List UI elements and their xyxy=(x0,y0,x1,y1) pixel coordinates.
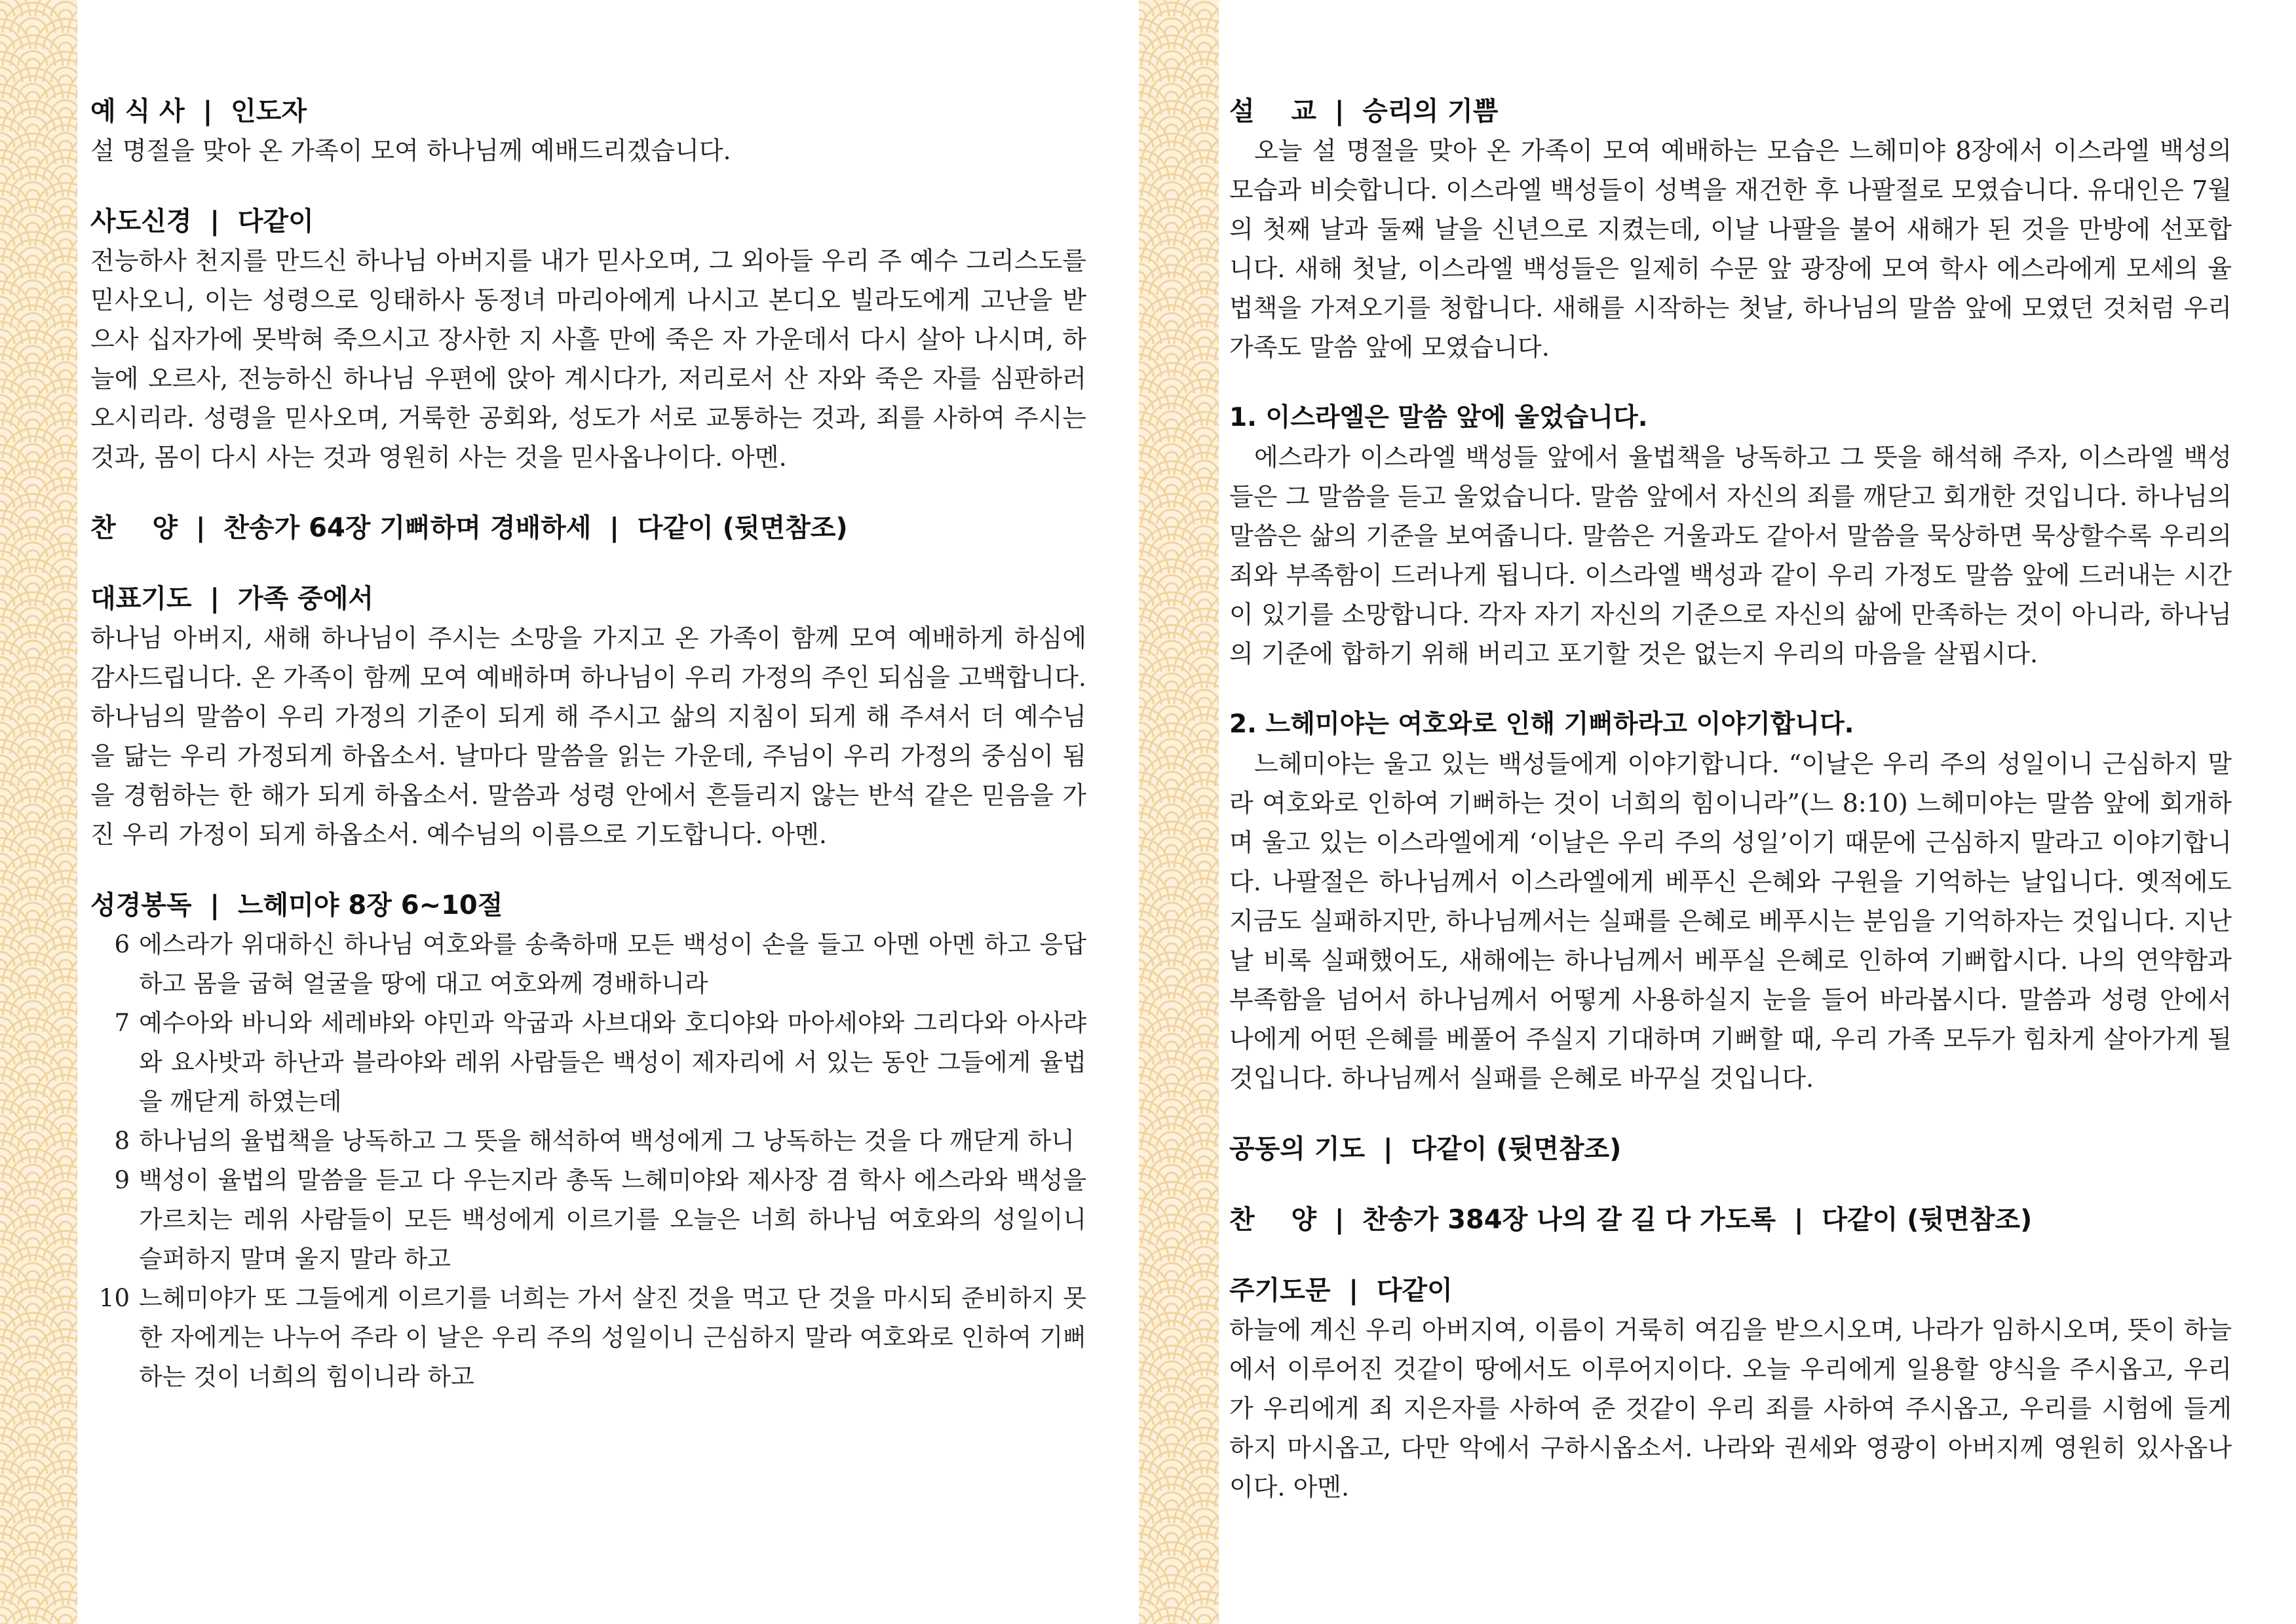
hymn-section xyxy=(90,508,1086,548)
reading-heading: 성경봉독 | 느헤미야 8장 6~10절 xyxy=(90,890,503,920)
opening-heading: 예 식 사 | 인도자 xyxy=(90,96,307,126)
verse-text: 에스라가 위대하신 하나님 여호와를 송축하매 모든 백성이 손을 들고 아멘 아멘 하고 응답하고 몸을 굽혀 얼굴을 땅에 대고 여호와께 경배하니라 xyxy=(139,930,1086,998)
sermon-point-2-text: 느헤미야는 울고 있는 백성들에게 이야기합니다. “이날은 우리 주의 성일이니 근심하지 말라 여호와로 인하여 기뻐하는 것이 너희의 힘이니라”(느 8:10) 느헤미야는 말씀 앞에 회개하며 울고 있는 이스라엘에게 ‘이날은 우리 주의 성일’이기 때문에 근심하지 말라고 이야기합니다. 나팔절은 하나님께서 이스라엘에게 베푸신 은혜와 구원을 기억하는 날입니다. 옛적에도 지금도 실패하지만, 하나님께서는 실패를 은혜로 베푸시는 분임을 기억하자는 것입니다. 지난날 비록 실패했어도, 새해에는 하나님께서 베푸실 은혜로 인하여 기뻐합시다. 나의 연약함과 부족함을 넘어서 하나님께서 어떻게 사용하실지 눈을 들어 바라봅시다. 말씀과 성령 안에서 나에게 어떤 은혜를 베풀어 주실지 기대하며 기뻐할 때, 우리 가족 모두가 힘차게 살아가게 될 것입니다. 하나님께서 실패를 은혜로 바꾸실 것입니다. xyxy=(1229,749,2232,1093)
verse-text: 하나님의 율법책을 낭독하고 그 뜻을 해석하여 백성에게 그 낭독하는 것을 다 깨닫게 하니 xyxy=(139,1127,1075,1155)
verse-8 xyxy=(90,1122,1086,1161)
lords-prayer-text: 하늘에 계신 우리 아버지여, 이름이 거룩히 여김을 받으시오며, 나라가 임하시오며, 뜻이 하늘에서 이루어진 것같이 땅에서도 이루어지이다. 오늘 우리에게 일용할 양식을 주시옵고, 우리가 우리에게 죄 지은자를 사하여 준 것같이 우리 죄를 사하여 주시옵고, 우리를 시험에 들게 하지 마시옵고, 다만 악에서 구하시옵소서. 나라와 권세와 영광이 아버지께 영원히 있사옵나이다. 아멘. xyxy=(1229,1315,2232,1501)
common-prayer-heading: 공동의 기도 | 다같이 (뒷면참조) xyxy=(1229,1134,1622,1164)
prayer-section xyxy=(90,579,1086,854)
verse-10 xyxy=(90,1279,1086,1397)
sermon-point-2-title: 2. 느헤미야는 여호와로 인해 기뻐하라고 이야기합니다. xyxy=(1229,709,1854,739)
sermon-point-1-title: 1. 이스라엘은 말씀 앞에 울었습니다. xyxy=(1229,403,1648,432)
reading-section xyxy=(90,886,1086,1397)
hymn-heading: 찬 양 | 찬송가 64장 기뻐하며 경배하세 | 다같이 (뒷면참조) xyxy=(90,513,848,543)
verse-9 xyxy=(90,1161,1086,1279)
decorative-wave-border-left xyxy=(0,0,77,1624)
prayer-text: 하나님 아버지, 새해 하나님이 주시는 소망을 가지고 온 가족이 함께 모여 예배하게 하심에 감사드립니다. 온 가족이 함께 모여 예배하며 하나님이 우리 가정의 주인 되심을 고백합니다. 하나님의 말씀이 우리 가정의 기준이 되게 해 주시고 삶의 지침이 되게 해 주셔서 더 예수님을 닮는 우리 가정되게 하옵소서. 날마다 말씀을 읽는 가운데, 주님이 우리 가정의 중심이 됨을 경험하는 한 해가 되게 하옵소서. 말씀과 성령 안에서 흔들리지 않는 반석 같은 믿음을 가진 우리 가정이 되게 하옵소서. 예수님의 이름으로 기도합니다. 아멘. xyxy=(90,624,1086,849)
lords-prayer-heading: 주기도문 | 다같이 xyxy=(1229,1275,1453,1306)
sermon-point-2 xyxy=(1229,705,2232,1098)
sermon-point-1-text: 에스라가 이스라엘 백성들 앞에서 율법책을 낭독하고 그 뜻을 해석해 주자, 이스라엘 백성들은 그 말씀을 듣고 울었습니다. 말씀 앞에서 자신의 죄를 깨닫고 회개한 것입니다. 하나님의 말씀은 삶의 기준을 보여줍니다. 말씀은 거울과도 같아서 말씀을 묵상하면 묵상할수록 우리의 죄와 부족함이 드러나게 됩니다. 이스라엘 백성과 같이 우리 가정도 말씀 앞에 드러내는 시간이 있기를 소망합니다. 각자 자기 자신의 기준으로 자신의 삶에 만족하는 것이 아니라, 하나님의 기준에 합하기 위해 버리고 포기할 것은 없는지 우리의 마음을 살핍시다. xyxy=(1229,443,2232,668)
lords-prayer-section xyxy=(1229,1271,2232,1507)
verse-number: 10 xyxy=(98,1284,130,1312)
right-column xyxy=(1229,92,2232,1538)
sermon-point-1 xyxy=(1229,398,2232,673)
decorative-wave-border-center xyxy=(1139,0,1219,1624)
verse-7 xyxy=(90,1004,1086,1122)
verse-6 xyxy=(90,925,1086,1004)
verse-text: 예수아와 바니와 세레뱌와 야민과 악굽과 사브대와 호디야와 마아세야와 그리다와 아사랴와 요사밧과 하난과 블라야와 레위 사람들은 백성이 제자리에 서 있는 동안 그들에게 율법을 깨닫게 하였는데 xyxy=(139,1009,1086,1116)
sermon-heading: 설 교 | 승리의 기쁨 xyxy=(1229,96,1499,126)
opening-text: 설 명절을 맞아 온 가족이 모여 하나님께 예배드리겠습니다. xyxy=(90,136,731,165)
left-column xyxy=(90,92,1086,1428)
sermon-section xyxy=(1229,92,2232,367)
creed-text: 전능하사 천지를 만드신 하나님 아버지를 내가 믿사오며, 그 외아들 우리 주 예수 그리스도를 믿사오니, 이는 성령으로 잉태하사 동정녀 마리아에게 나시고 본디오 빌라도에게 고난을 받으사 십자가에 못박혀 죽으시고 장사한 지 사흘 만에 죽은 자 가운데서 다시 살아 나시며, 하늘에 오르사, 전능하신 하나님 우편에 앉아 계시다가, 저리로서 산 자와 죽은 자를 심판하러 오시리라. 성령을 믿사오며, 거룩한 공회와, 성도가 서로 교통하는 것과, 죄를 사하여 주시는 것과, 몸이 다시 사는 것과 영원히 사는 것을 믿사옵나이다. 아멘. xyxy=(90,246,1086,472)
hymn2-section xyxy=(1229,1200,2232,1239)
hymn2-heading: 찬 양 | 찬송가 384장 나의 갈 길 다 가도록 | 다같이 (뒷면참조) xyxy=(1229,1205,2033,1235)
sermon-intro: 오늘 설 명절을 맞아 온 가족이 모여 예배하는 모습은 느헤미야 8장에서 이스라엘 백성의 모습과 비슷합니다. 이스라엘 백성들이 성벽을 재건한 후 나팔절로 모였습니다. 유대인은 7월의 첫째 날과 둘째 날을 신년으로 지켰는데, 이날 나팔을 불어 새해가 된 것을 만방에 선포합니다. 새해 첫날, 이스라엘 백성들은 일제히 수문 앞 광장에 모여 학사 에스라에게 모세의 율법책을 가져오기를 청합니다. 새해를 시작하는 첫날, 하나님의 말씀 앞에 모였던 것처럼 우리 가족도 말씀 앞에 모였습니다. xyxy=(1229,136,2232,362)
verse-number: 8 xyxy=(114,1127,130,1155)
common-prayer-section xyxy=(1229,1129,2232,1169)
verse-text: 백성이 율법의 말씀을 듣고 다 우는지라 총독 느헤미야와 제사장 겸 학사 에스라와 백성을 가르치는 레위 사람들이 모든 백성에게 이르기를 오늘은 너희 하나님 여호와의 성일이니 슬퍼하지 말며 울지 말라 하고 xyxy=(139,1166,1086,1273)
verse-text: 느헤미야가 또 그들에게 이르기를 너희는 가서 살진 것을 먹고 단 것을 마시되 준비하지 못한 자에게는 나누어 주라 이 날은 우리 주의 성일이니 근심하지 말라 여호와로 인하여 기뻐하는 것이 너희의 힘이니라 하고 xyxy=(139,1284,1086,1391)
prayer-heading: 대표기도 | 가족 중에서 xyxy=(90,584,373,614)
opening-section xyxy=(90,92,1086,170)
verse-number: 9 xyxy=(114,1166,130,1194)
verse-number: 7 xyxy=(114,1009,130,1037)
creed-section xyxy=(90,202,1086,477)
creed-heading: 사도신경 | 다같이 xyxy=(90,206,314,236)
verse-number: 6 xyxy=(114,930,130,958)
